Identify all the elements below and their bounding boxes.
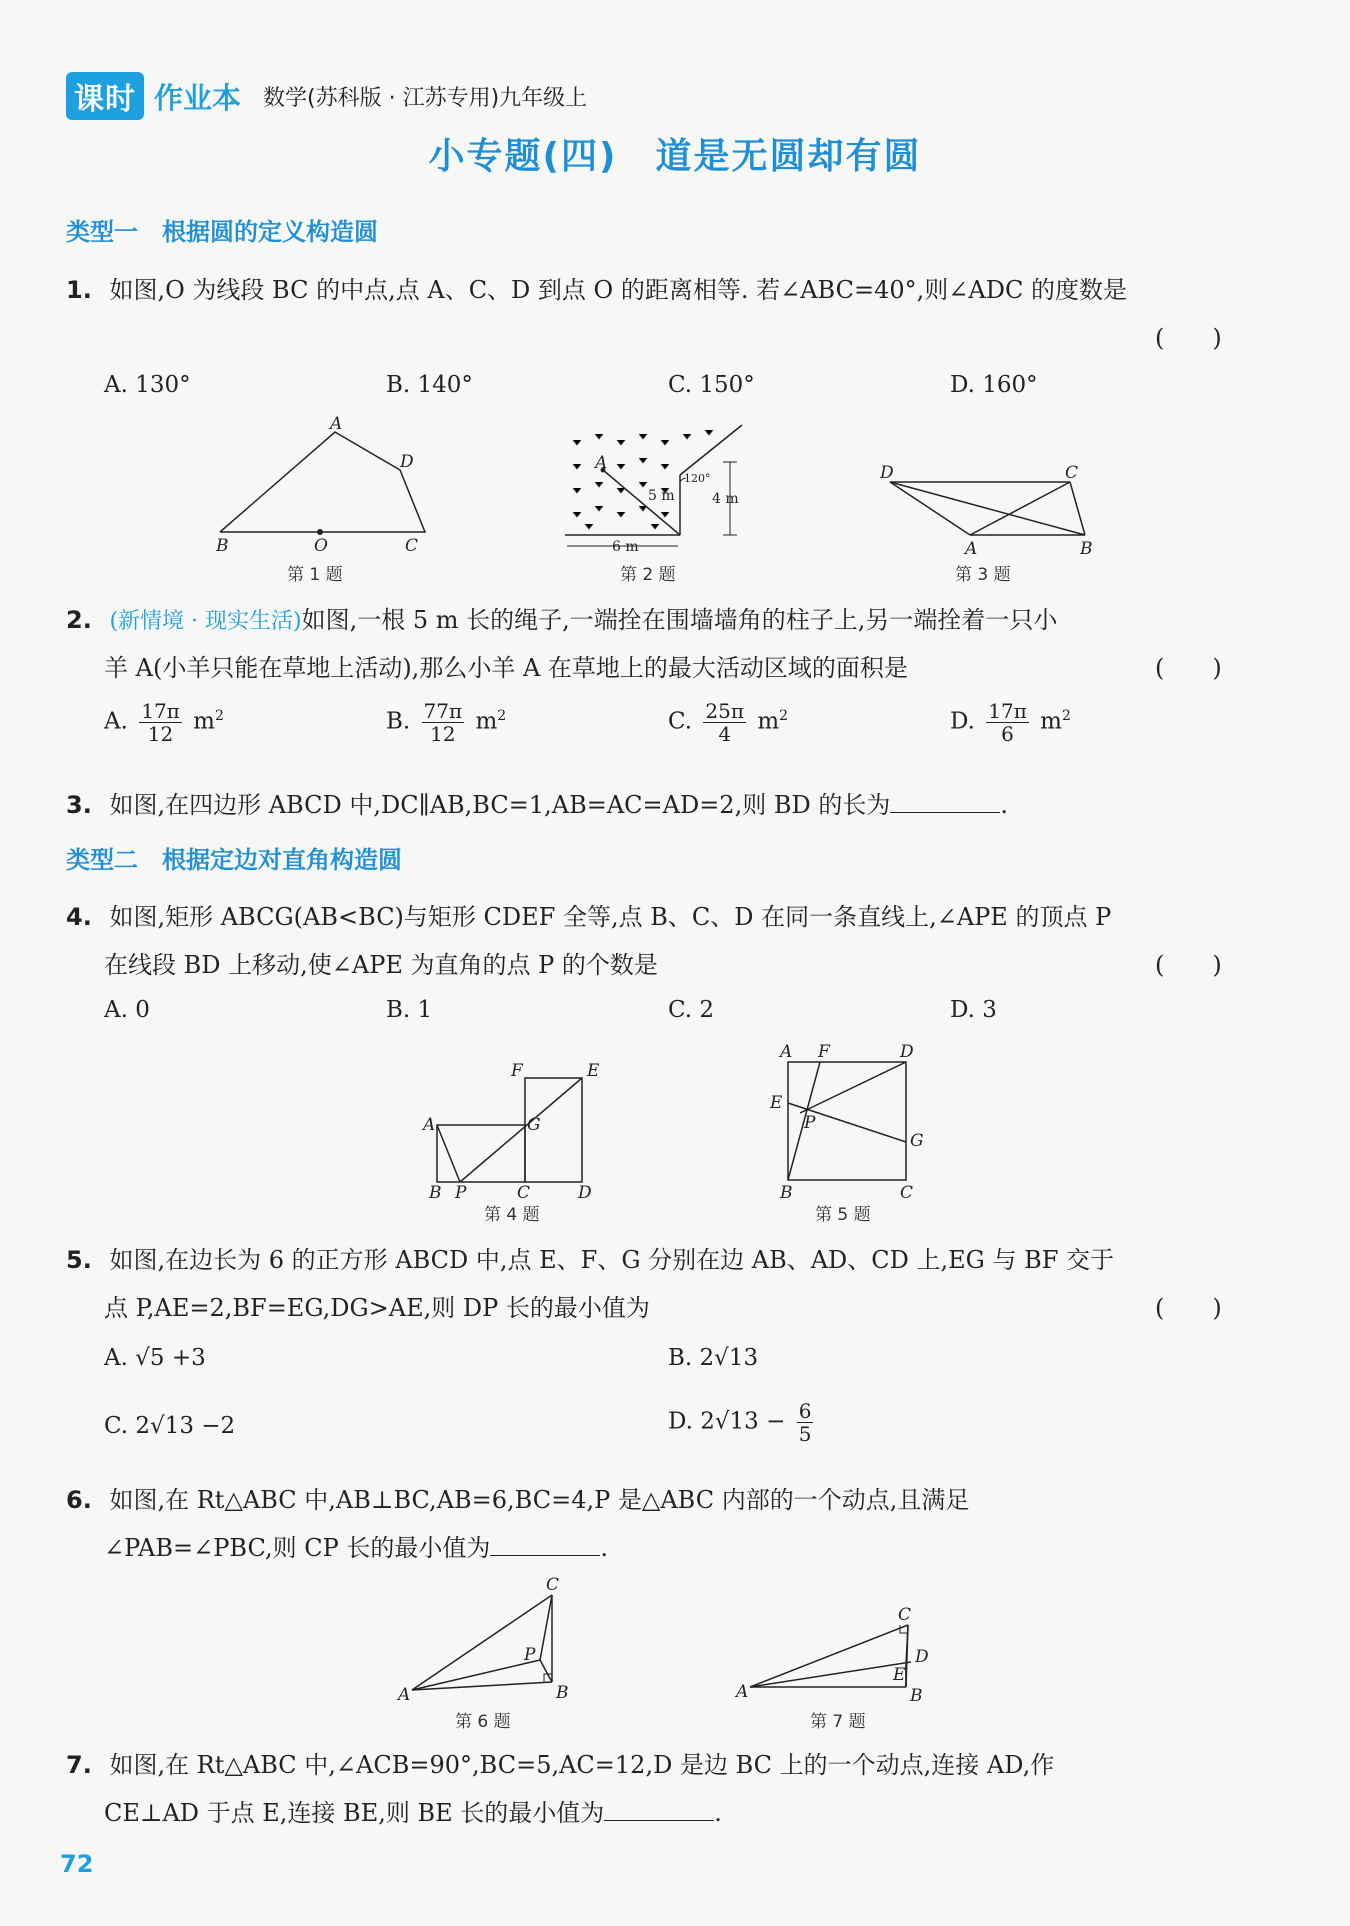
page-number: 72	[60, 1850, 94, 1878]
answer-paren: ( )	[1155, 1294, 1222, 1322]
fraction-denominator: 6	[1001, 722, 1014, 746]
option-c: C. 150°	[668, 372, 755, 398]
svg-text:C: C	[517, 1183, 531, 1203]
svg-text:A: A	[965, 539, 978, 559]
fraction-numerator: 6	[798, 1399, 812, 1423]
page-title: 小专题(四) 道是无圆却有圆	[428, 136, 922, 177]
question-text: 如图,一根 5 m 长的绳子,一端拴在围墙墙角的柱子上,另一端拴着一只小	[301, 606, 1058, 634]
unit-exponent: 2	[214, 707, 224, 724]
caption-fig6: 第 6 题	[455, 1712, 511, 1732]
svg-text:C: C	[900, 1183, 914, 1203]
question-number: 2.	[66, 606, 92, 634]
option-d	[668, 1400, 817, 1445]
question-text: 如图,矩形 ABCG(AB<BC)与矩形 CDEF 全等,点 B、C、D 在同一条直线上,∠APE 的顶点 P	[109, 903, 1112, 931]
question-number: 3.	[66, 791, 92, 819]
caption-fig2: 第 2 题	[620, 565, 676, 585]
fig2-label-width: 6 m	[612, 539, 639, 555]
question-3	[66, 785, 1008, 820]
svg-text:D: D	[400, 452, 414, 472]
svg-text:C: C	[898, 1605, 912, 1625]
question-number: 5.	[66, 1246, 92, 1274]
svg-text:C: C	[405, 536, 419, 556]
option-letter: B.	[386, 708, 411, 735]
question-4-line2: 在线段 BD 上移动,使∠APE 为直角的点 P 的个数是	[104, 951, 658, 979]
figure-5	[760, 1040, 930, 1203]
question-4	[66, 897, 1111, 932]
question-text: CE⊥AD 于点 E,连接 BE,则 BE 长的最小值为	[104, 1799, 605, 1827]
question-5-line2: 点 P,AE=2,BF=EG,DG>AE,则 DP 长的最小值为	[104, 1294, 650, 1322]
svg-text:B: B	[780, 1183, 793, 1203]
option-c: C. 2	[668, 997, 715, 1023]
book-subtitle: 数学(苏科版 · 江苏专用)九年级上	[263, 85, 588, 111]
option-b: B. 2√13	[668, 1345, 759, 1371]
unit-exponent: 2	[497, 707, 507, 724]
svg-text:A: A	[423, 1115, 436, 1135]
fig2-label-rope: 5 m	[648, 488, 675, 504]
answer-paren: ( )	[1155, 654, 1222, 682]
answer-paren: ( )	[1155, 324, 1222, 352]
fraction	[422, 700, 465, 745]
svg-text:P: P	[804, 1113, 816, 1133]
caption-fig3: 第 3 题	[955, 565, 1011, 585]
option-a	[104, 700, 224, 745]
fraction-denominator: 4	[718, 722, 732, 746]
answer-blank	[890, 790, 1000, 813]
question-5	[66, 1240, 1114, 1275]
fraction-numerator: 17π	[141, 699, 180, 723]
option-letter: A.	[104, 708, 128, 735]
svg-text:B: B	[1080, 539, 1093, 559]
sentence-end: .	[714, 1799, 722, 1827]
question-6-line2	[104, 1528, 608, 1563]
section-heading-1: 类型一 根据圆的定义构造圆	[66, 218, 378, 246]
option-d-text: D. 2√13 −	[668, 1408, 786, 1435]
svg-text:D: D	[915, 1647, 929, 1667]
svg-text:F: F	[511, 1061, 523, 1081]
svg-text:A: A	[398, 1685, 411, 1705]
question-text: 如图,在四边形 ABCD 中,DC∥AB,BC=1,AB=AC=AD=2,则 BD 的长为	[109, 791, 891, 819]
answer-blank	[490, 1533, 600, 1556]
question-text: 如图,在边长为 6 的正方形 ABCD 中,点 E、F、G 分别在边 AB、AD、CD 上,EG 与 BF 交于	[109, 1246, 1115, 1274]
svg-text:D: D	[578, 1183, 592, 1203]
fig2-label-angle: 120°	[684, 472, 711, 485]
svg-text:A: A	[780, 1042, 793, 1062]
unit: m	[1040, 708, 1062, 735]
section-heading-2: 类型二 根据定边对直角构造圆	[66, 846, 402, 874]
question-2-line2: 羊 A(小羊只能在草地上活动),那么小羊 A 在草地上的最大活动区域的面积是	[104, 654, 908, 682]
unit: m	[193, 708, 215, 735]
svg-text:B: B	[910, 1686, 923, 1706]
svg-text:P: P	[455, 1183, 467, 1203]
svg-text:B: B	[556, 1683, 569, 1703]
fraction-numerator: 77π	[423, 699, 463, 723]
caption-fig4: 第 4 题	[484, 1205, 540, 1225]
answer-blank	[604, 1798, 714, 1821]
option-a: A. √5 +3	[104, 1345, 206, 1371]
fraction-numerator: 25π	[705, 699, 744, 723]
option-d: D. 3	[950, 997, 997, 1023]
question-text: 如图,在 Rt△ABC 中,∠ACB=90°,BC=5,AC=12,D 是边 BC 上的一个动点,连接 AD,作	[109, 1751, 1055, 1779]
option-a: A. 130°	[104, 372, 191, 398]
svg-text:E: E	[587, 1061, 600, 1081]
fraction-numerator: 17π	[988, 699, 1027, 723]
option-d	[950, 700, 1071, 745]
svg-text:C: C	[546, 1575, 560, 1595]
fig2-label-a: A	[595, 453, 608, 473]
unit: m	[475, 708, 498, 735]
question-number: 1.	[66, 276, 92, 304]
header-brand	[66, 72, 587, 120]
svg-text:A: A	[736, 1682, 749, 1702]
fraction	[797, 1400, 814, 1445]
question-number: 4.	[66, 903, 92, 931]
svg-text:O: O	[314, 536, 328, 556]
svg-text:B: B	[216, 536, 229, 556]
caption-fig1: 第 1 题	[287, 565, 343, 585]
svg-text:P: P	[524, 1645, 536, 1665]
option-d: D. 160°	[950, 372, 1038, 398]
question-7	[66, 1745, 1054, 1780]
option-b: B. 140°	[386, 372, 473, 398]
question-text: 如图,O 为线段 BC 的中点,点 A、C、D 到点 O 的距离相等. 若∠ABC=40°,则∠ADC 的度数是	[109, 276, 1127, 304]
figure-6	[390, 1570, 580, 1705]
question-number: 7.	[66, 1751, 92, 1779]
question-number: 6.	[66, 1486, 92, 1514]
svg-text:F: F	[818, 1042, 830, 1062]
sentence-end: .	[600, 1534, 609, 1562]
option-letter: C.	[668, 708, 693, 735]
brand-logo: 课时	[66, 72, 144, 120]
question-tag: (新情境 · 现实生活)	[109, 609, 302, 634]
question-text: 如图,在 Rt△ABC 中,AB⊥BC,AB=6,BC=4,P 是△ABC 内部的一个动点,且满足	[109, 1486, 970, 1514]
question-text: ∠PAB=∠PBC,则 CP 长的最小值为	[104, 1534, 491, 1562]
unit-exponent: 2	[1061, 707, 1071, 724]
svg-text:C: C	[1065, 463, 1079, 483]
unit: m	[757, 708, 780, 735]
figure-3	[870, 460, 1093, 560]
fig2-label-height: 4 m	[712, 491, 739, 507]
fraction	[139, 700, 182, 745]
svg-text:E: E	[893, 1665, 906, 1685]
caption-fig7: 第 7 题	[810, 1712, 866, 1732]
brand-name: 作业本	[154, 80, 242, 115]
svg-text:B: B	[429, 1183, 442, 1203]
fraction	[703, 700, 746, 745]
fraction	[986, 700, 1029, 745]
question-7-line2	[104, 1793, 722, 1828]
option-b	[386, 700, 506, 745]
answer-paren: ( )	[1155, 951, 1222, 979]
caption-fig5: 第 5 题	[815, 1205, 871, 1225]
figure-4	[415, 1060, 615, 1203]
figure-2	[555, 420, 755, 560]
sentence-end: .	[1000, 791, 1008, 819]
figure-1	[200, 415, 440, 555]
svg-text:A: A	[330, 414, 343, 434]
unit-exponent: 2	[779, 707, 789, 724]
svg-text:G: G	[527, 1115, 541, 1135]
fraction-denominator: 5	[798, 1422, 812, 1446]
svg-text:G: G	[910, 1131, 924, 1151]
figure-7	[728, 1605, 958, 1705]
svg-text:D: D	[900, 1042, 914, 1062]
option-b: B. 1	[386, 997, 433, 1023]
fraction-denominator: 12	[147, 722, 174, 746]
question-1	[66, 270, 1127, 305]
option-c: C. 2√13 −2	[104, 1413, 236, 1439]
option-letter: D.	[950, 708, 975, 735]
svg-text:E: E	[770, 1093, 783, 1113]
option-a: A. 0	[104, 997, 150, 1023]
question-6	[66, 1480, 969, 1515]
fraction-denominator: 12	[430, 722, 456, 746]
svg-text:D: D	[880, 463, 894, 483]
option-c	[668, 700, 788, 745]
question-2	[66, 600, 1057, 635]
